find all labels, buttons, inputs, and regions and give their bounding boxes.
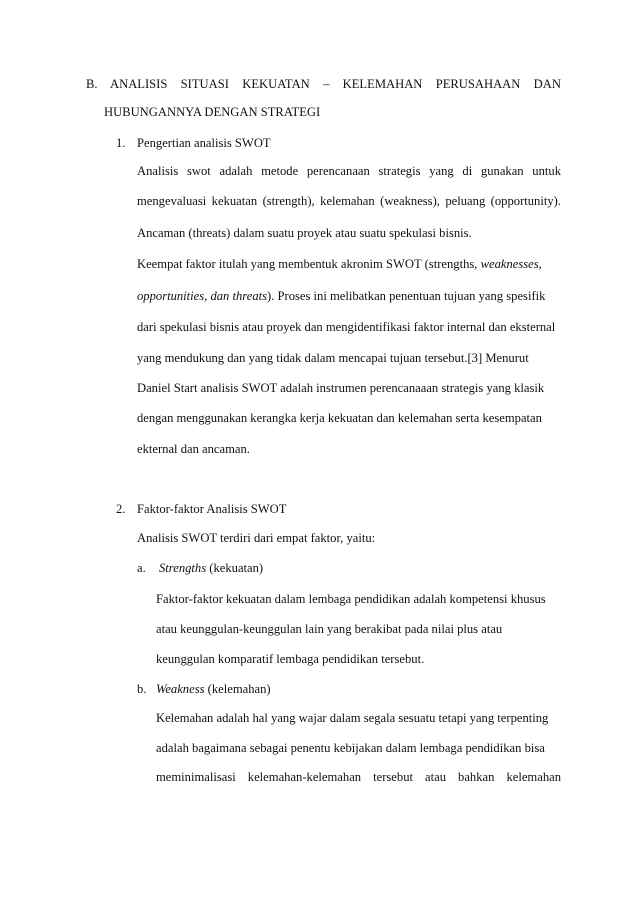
section-marker: B.	[86, 77, 98, 91]
text-run: Keempat faktor itulah yang membentuk akronim SWOT (strengths,	[137, 257, 481, 271]
item1-paragraph2-line6: dengan menggunakan kerangka kerja kekuatan dan kelemahan serta kesempatan	[137, 411, 542, 425]
text-run: (kekuatan)	[206, 561, 264, 575]
heading-word: –	[323, 77, 330, 91]
item1-title: Pengertian analisis SWOT	[137, 136, 271, 150]
sub-b-marker: b.	[137, 682, 147, 696]
item2-number: 2.	[116, 502, 126, 516]
item1-paragraph2-line4: yang mendukung dan yang tidak dalam mencapai tujuan tersebut.[3] Menurut	[137, 351, 529, 365]
heading-word: KEKUATAN	[242, 77, 310, 91]
sub-a-marker: a.	[137, 561, 146, 575]
sub-a-line1: Faktor-faktor kekuatan dalam lembaga pendidikan adalah kompetensi khusus	[156, 592, 546, 606]
text-word: tersebut	[373, 770, 413, 784]
text-word: meminimalisasi	[156, 770, 236, 784]
text-word: kelemahan	[506, 770, 561, 784]
item1-paragraph1-line1	[137, 163, 561, 179]
heading-word: SITUASI	[180, 77, 229, 91]
text-run: mengevaluasi kekuatan (strength), kelemahan (weakness), peluang (opportunity).	[137, 194, 561, 208]
heading-word: DAN	[533, 77, 561, 91]
text-word: bahkan	[458, 770, 495, 784]
sub-a-line3: keunggulan komparatif lembaga pendidikan tersebut.	[156, 652, 425, 666]
item2-intro: Analisis SWOT terdiri dari empat faktor, yaitu:	[137, 531, 376, 545]
sub-b-line3	[156, 769, 561, 785]
sub-a-title	[159, 560, 263, 576]
italic-run: Strengths	[159, 561, 207, 575]
heading-word: KELEMAHAN	[342, 77, 423, 91]
text-word: atau	[425, 770, 447, 784]
italic-run: Weakness	[156, 682, 205, 696]
item1-number: 1.	[116, 136, 126, 150]
italic-run: opportunities, dan threats	[137, 289, 268, 303]
sub-b-line1: Kelemahan adalah hal yang wajar dalam segala sesuatu tetapi yang terpenting	[156, 711, 549, 725]
sub-a-line2: atau keunggulan-keunggulan lain yang berakibat pada nilai plus atau	[156, 622, 503, 636]
item1-paragraph2-line7: ekternal dan ancaman.	[137, 442, 250, 456]
text-run: ). Proses ini melibatkan penentuan tujuan yang spesifik	[267, 289, 546, 303]
heading-word: ANALISIS	[110, 77, 168, 91]
text-run: Analisis swot adalah metode perencanaan strategis yang di gunakan untuk	[137, 164, 561, 178]
item1-paragraph1-line3: Ancaman (threats) dalam suatu proyek atau suatu spekulasi bisnis.	[137, 226, 472, 240]
sub-b-line2: adalah bagaimana sebagai penentu kebijakan dalam lembaga pendidikan bisa	[156, 741, 545, 755]
sub-b-title	[156, 681, 271, 697]
section-heading-line2: HUBUNGANNYA DENGAN STRATEGI	[104, 105, 321, 119]
item1-paragraph2-line1	[137, 256, 542, 272]
text-run: (kelemahan)	[204, 682, 271, 696]
item2-title: Faktor-faktor Analisis SWOT	[137, 502, 287, 516]
section-heading-line1	[110, 76, 561, 92]
heading-word: PERUSAHAAN	[435, 77, 521, 91]
item1-paragraph2-line2	[137, 288, 545, 304]
item1-paragraph2-line5: Daniel Start analisis SWOT adalah instrumen perencanaaan strategis yang klasik	[137, 381, 545, 395]
italic-run: weaknesses,	[480, 257, 542, 271]
item1-paragraph2-line3: dari spekulasi bisnis atau proyek dan mengidentifikasi faktor internal dan eksternal	[137, 320, 556, 334]
item1-paragraph1-line2	[137, 193, 561, 209]
text-word: kelemahan-kelemahan	[247, 770, 362, 784]
